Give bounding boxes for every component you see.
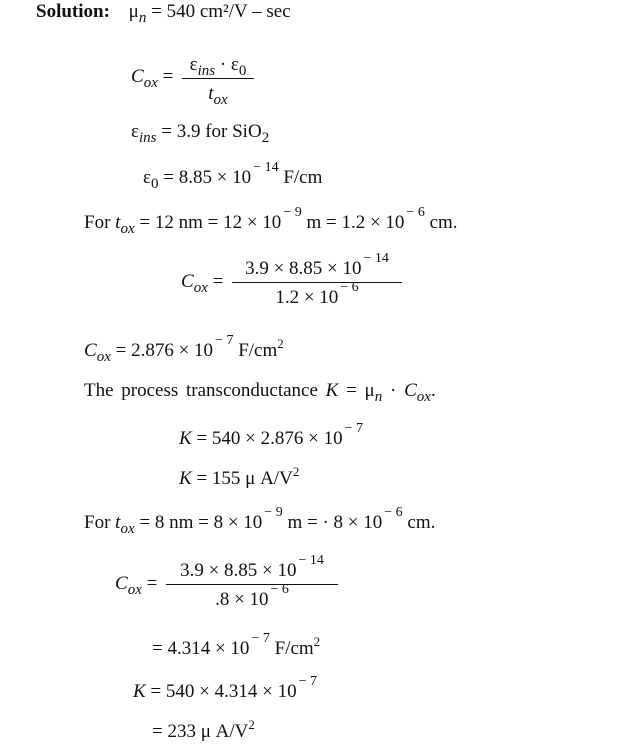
k-result1-line: K = 155 μ $A/V^2$ [179,464,300,489]
cox-calc2-lhs: $C_{ox}$ = [115,573,158,598]
case1-line: For $t_{ox} = 12$ nm = 12 × 10 $^{- 9}$ m = 1.2 × 10 $^{- 6}$ cm. [84,205,458,237]
process-line: The process transconductance $K = \mu_n \cdot C_{ox}$. [84,380,436,405]
cox-def-lhs: $C_{ox}$ = [131,66,174,91]
cox-result1-line: $C_{ox} = 2.876 \times 10$ $^{- 7}$ $F/cm^2$ [84,333,284,365]
k-calc2-line: K = 540 × 4.314 × 10 $^{- 7}$ [133,674,317,702]
mu-n-symbol: μ [128,1,139,22]
eps-0-line: $\varepsilon_0 = 8.85 \times 10$ $^{- 14}$ F/cm [143,160,323,192]
solution-label: Solution: [36,1,110,22]
cox-result2-line: = 4.314 × 10 $^{- 7}$ $F/cm^2$ [152,631,321,659]
cox-def-fraction: $\varepsilon_{ins} \cdot \varepsilon_0$ $t_{ox}$ [182,54,254,105]
mu-n-value: = 540 cm²/V – sec [146,1,291,22]
k-result2-line: = 233 μ $A/V^2$ [152,717,255,742]
mu-n-sub: n [138,10,147,26]
cox-calc1-lhs: $C_{ox}$ = [181,271,224,296]
cox-calc1-fraction: 3.9 × 8.85 × 10 $^{- 14}$ 1.2 × 10 $^{- 6}$ [232,258,402,309]
case2-line: For $t_{ox} = 8$ nm = 8 × 10 $^{- 9}$ m = · 8 × 10 $^{- 6}$ cm. [84,505,436,537]
k-calc1-line: K = 540 × 2.876 × 10 $^{- 7}$ [179,421,363,449]
solution-line [36,1,291,26]
cox-calc2-fraction: 3.9 × 8.85 × 10 $^{- 14}$ .8 × 10 $^{- 6}$ [166,560,338,611]
eps-ins-line: $\varepsilon_{ins} = 3.9$ for SiO$_2$ [131,121,270,146]
